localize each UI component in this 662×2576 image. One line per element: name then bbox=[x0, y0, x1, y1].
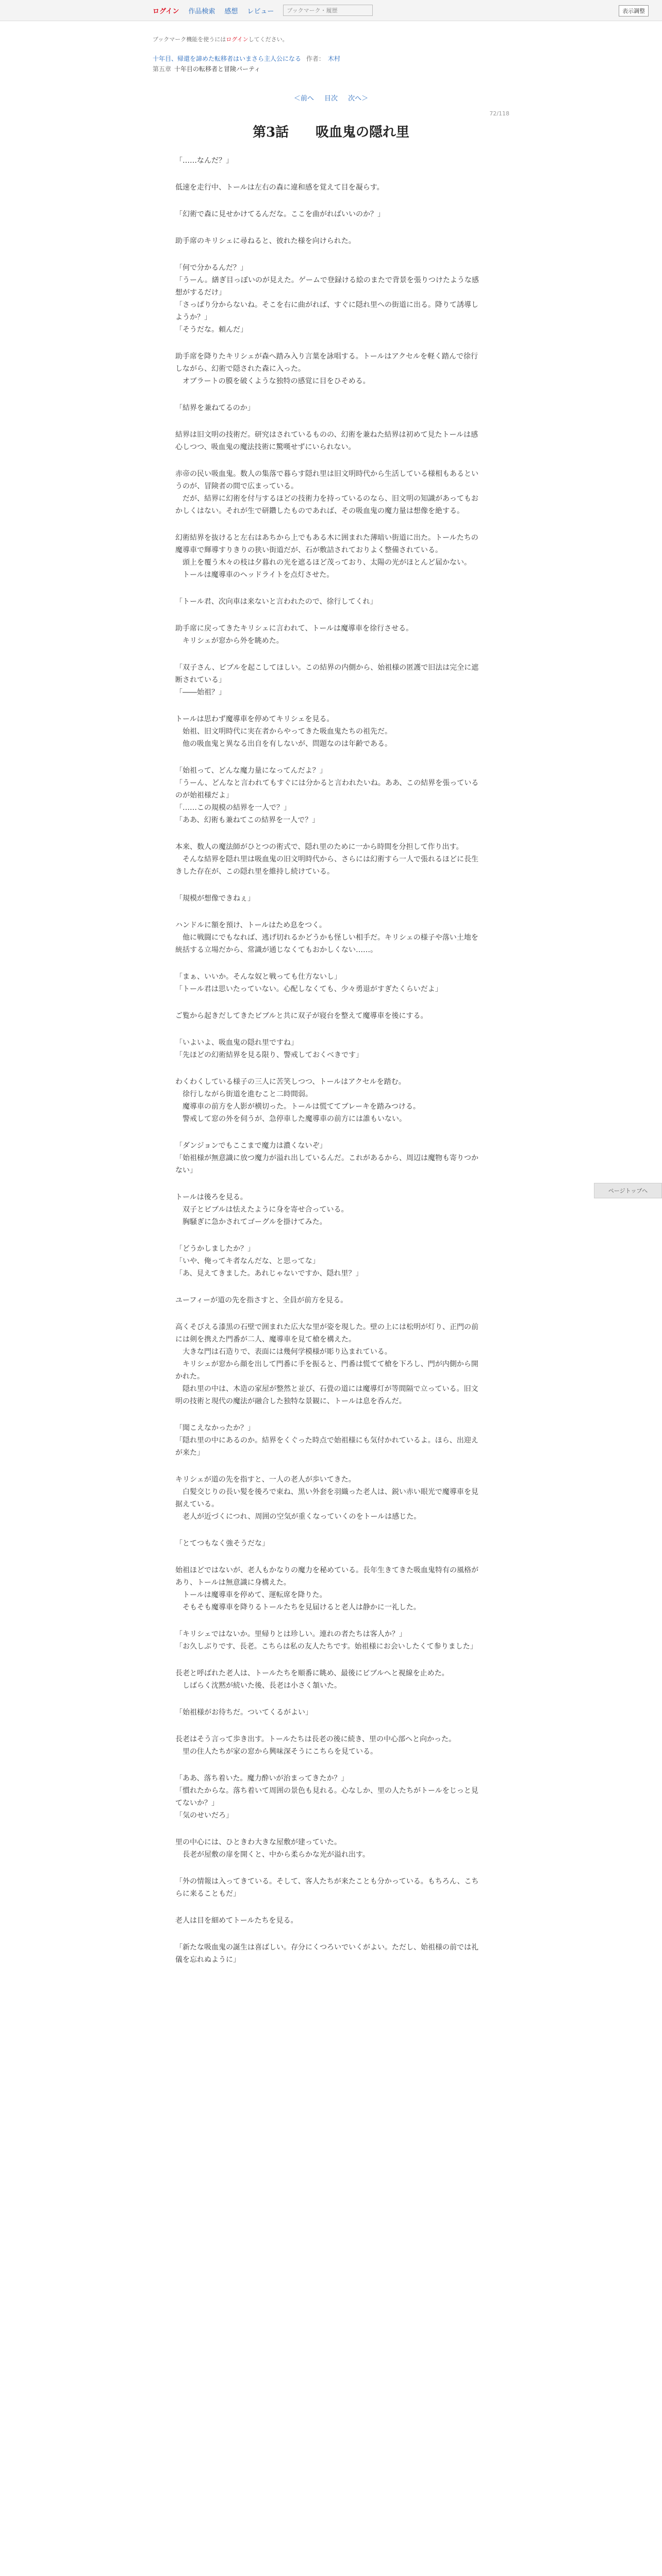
series-info bbox=[153, 54, 340, 74]
top-bar bbox=[0, 0, 662, 21]
novel-paragraph: 「まぁ、いいか。そんな奴と戦っても仕方ないし」 「トール君は思いたっていない。心配しなくても、少々勇退がすぎたくらいだよ」 bbox=[175, 973, 442, 993]
novel-paragraph: 「キリシェではないか。里帰りとは珍しい。連れの者たちは客人か？」 「お久しぶりです、長老。こちらは私の友人たちです。始祖様にお会いしたくて参りました」 bbox=[175, 1630, 477, 1651]
novel-paragraph: 「トール君、次向車は来ないと言われたので、徐行してくれ」 bbox=[175, 598, 377, 606]
novel-paragraph: 本来、数人の魔法師がひとつの術式で、隠れ里のために一から時間を分担して作り出す。 そんな結界を隠れ里は吸血鬼の旧文明時代から、さらには幻術すら一人で張れるほどに長生きした存在が、この隠れ里を維持し続けている。 bbox=[175, 843, 478, 876]
novel-paragraph: ご覧から起きだしてきたビブルと共に双子が寝台を整えて魔導車を後にする。 bbox=[175, 1012, 428, 1020]
page-count: 72/118 bbox=[489, 110, 509, 117]
novel-paragraph: 「……なんだ？」 bbox=[175, 157, 233, 165]
novel-paragraph: 「ダンジョンでもここまで魔力は濃くないぞ」 「始祖様が無意識に放つ魔力が溢れ出しているんだ。これがあるから、周辺は魔物も寄りつかない」 bbox=[175, 1142, 478, 1175]
novel-paragraph: 「どうかしましたか？」 「いや、俺ってキ者なんだな、と思ってな」 「あ、見えてきました。あれじゃないですか、隠れ里？」 bbox=[175, 1245, 363, 1278]
chapter-title: 第3話 吸血鬼の隠れ里 bbox=[252, 125, 410, 140]
novel-paragraph: 「聞こえなかったか？」 「隠れ里の中にあるのか。結界をくぐった時点で始祖様にも気付かれているよ。ほら、出迎えが来た」 bbox=[175, 1424, 478, 1457]
prev-link[interactable]: ＜前へ bbox=[293, 95, 314, 103]
page-top-button[interactable]: ページトップへ bbox=[594, 1183, 662, 1198]
novel-paragraph: 助手席のキリシェに尋ねると、彼れた様を向けられた。 bbox=[175, 237, 356, 245]
display-settings-button[interactable]: 表示調整 bbox=[619, 5, 649, 16]
chapter-name: 十年目の転移者と冒険パーティ bbox=[174, 65, 261, 73]
author-label: 作者： bbox=[306, 55, 325, 62]
novel-paragraph: 「幻術で森に見せかけてるんだな。ここを曲がればいいのか？」 bbox=[175, 210, 385, 218]
novel-paragraph: 「いよいよ、吸血鬼の隠れ里ですね」 「先ほどの幻術結界を見る限り、警戒しておくべきです」 bbox=[175, 1039, 363, 1059]
top-nav bbox=[153, 4, 514, 16]
login-notice bbox=[153, 35, 288, 43]
login-link[interactable]: ログイン bbox=[153, 7, 179, 15]
novel-paragraph: 長老はそう言って歩き出す。トールたちは長老の後に続き、里の中心部へと向かった。 里の住人たちが家の窓から興味深そうにこちらを見ている。 bbox=[175, 1735, 456, 1756]
next-link[interactable]: 次へ＞ bbox=[348, 95, 369, 103]
nav-search-works[interactable]: 作品検索 bbox=[188, 7, 216, 15]
novel-paragraph: 老人は目を細めてトールたちを見る。 bbox=[175, 1917, 298, 1925]
bookmark-search-input[interactable]: ブックマーク・履歴 bbox=[283, 5, 373, 16]
novel-paragraph: トールは後ろを見る。 双子とビブルは怯えたように身を寄せ合っている。 胸騒ぎに急かされてゴーグルを掛けてみた。 bbox=[175, 1193, 349, 1226]
novel-paragraph: ハンドルに額を預け、トールはため息をつく。 他に戦闘にでもなれば、逃げ切れるかどうかも怪しい相手だ。キリシェの様子や落い土地を統括する立場だから、常識が通じなくてもおかしくない……。 bbox=[175, 921, 478, 954]
novel-paragraph: ユーフィーが道の先を指さすと、全員が前方を見る。 bbox=[175, 1296, 348, 1304]
novel-paragraph: 「何で分かるんだ？」 「うーん。繕ぎ目っぽいのが見えた。ゲームで登録ける絵のまたで背景を張りつけたような感想がするだけ」 「さっぱり分からないね。そこを右に曲がれば、すぐに隠れ里への街道に出る。降りて誘導しようか？」 「そうだな。頼んだ」 bbox=[175, 264, 479, 334]
novel-paragraph: 「双子さん、ビブルを起こしてほしい。この結界の内側から、始祖様の匿護で旧法は完全に遮断されている」 「――始祖？」 bbox=[175, 664, 479, 697]
novel-body bbox=[175, 155, 485, 1980]
novel-paragraph: 幻術結界を抜けると左右はあちから上でもある木に囲まれた薄暗い街道に出た。トールたちの魔導車で輝導すりきりの狭い街道だが、石が敷詰されておりよく整備されている。 頭上を覆う木々の枝は夕暮れの光を遮るほど茂っており、太陽の光がほとんど届かない。 トールは魔導車のヘッドライトを点灯させた。 bbox=[175, 534, 478, 579]
novel-paragraph: 低速を走行中、トールは左右の森に違和感を覚えて目を凝らす。 bbox=[175, 183, 384, 192]
novel-paragraph: 「とてつもなく強そうだな」 bbox=[175, 1539, 269, 1548]
novel-paragraph: 始祖ほどではないが、老人もかなりの魔力を秘めている。長年生きてきた吸血鬼特有の風格があり、トールは無意識に身構えた。 トールは魔導車を停めて、運転席を降りた。 そもそも魔導車を降りるトールたちを見届けると老人は静かに一礼した。 bbox=[175, 1566, 478, 1612]
login-notice-suffix: してください。 bbox=[248, 36, 288, 43]
chapter-label: 第五章 bbox=[153, 65, 172, 73]
novel-paragraph: わくわくしている様子の三人に苦笑しつつ、トールはアクセルを踏む。 徐行しながら街道を進むこと二時間弱。 魔導車の前方を人影が横切った。トールは慌ててブレーキを踏みつける。 警戒して窓の外を伺うが、急停車した魔導車の前方には誰もいない。 bbox=[175, 1078, 420, 1123]
pager-top bbox=[0, 93, 662, 103]
novel-paragraph: 高くそびえる漆黒の石壁で囲まれた広大な里が姿を現した。壁の上には松明が灯り、正門の前には剣を携えた門番が二人、魔導車を見て槍を構えた。 大きな門は石造りで、表面には幾何学模様が彫り込まれている。 キリシェが窓から顔を出して門番に手を振ると、門番は慌てて槍を下ろし、門が内側から開かれた。 隠れ里の中は、木造の家屋が整然と並び、石畳の道には魔導灯が等間隔で立っている。旧文明の技術と現代の魔法が融合した独特な景観に、トールは息を呑んだ。 bbox=[175, 1323, 478, 1405]
author-link[interactable]: 木村 bbox=[327, 55, 340, 62]
login-notice-prefix: ブックマーク機能を使うには bbox=[153, 36, 226, 43]
novel-paragraph: 「結界を兼ねてるのか」 bbox=[175, 404, 255, 412]
novel-paragraph: 助手席を降りたキリシェが森へ踏み入り言葉を詠唱する。トールはアクセルを軽く踏んで徐行しながら、幻術で隠された森に入った。 オブラートの膜を破くような独特の感覚に目をひそめる。 bbox=[175, 352, 478, 385]
toc-link[interactable]: 目次 bbox=[324, 95, 338, 103]
series-title-link[interactable]: 十年目、帰還を諦めた転移者はいまさら主人公になる bbox=[153, 55, 302, 62]
nav-reviews[interactable]: 感想 bbox=[224, 7, 238, 15]
novel-paragraph: 「始祖様がお待ちだ。ついてくるがよい」 bbox=[175, 1708, 312, 1717]
novel-paragraph: 長老と呼ばれた老人は、トールたちを順番に眺め、最後にビブルへと視線を止めた。 しばらく沈黙が続いた後、長老は小さく頷いた。 bbox=[175, 1669, 449, 1690]
novel-paragraph: 結界は旧文明の技術だ。研究はされているものの、幻術を兼ねた結界は初めて見たトールは感心しつつ、吸血鬼の魔法技術に驚嘆せずにいられない。 bbox=[175, 431, 478, 451]
novel-paragraph: 里の中心には、ひときわ大きな屋敷が建っていた。 長老が屋敷の扉を開くと、中から柔らかな光が溢れ出す。 bbox=[175, 1838, 370, 1859]
novel-paragraph: 「新たな吸血鬼の誕生は喜ばしい。存分にくつろいでいくがよい。ただし、始祖様の前では礼儀を忘れぬように」 bbox=[175, 1943, 478, 1964]
novel-paragraph: 「ああ、落ち着いた。魔力酔いが治まってきたか？」 「慣れたからな。落ち着いて周囲の景色も見れる。心なしか、里の人たちがトールをじっと見てないか？」 「気のせいだろ」 bbox=[175, 1774, 478, 1820]
novel-paragraph: 助手席に戻ってきたキリシェに言われて、トールは魔導車を徐行させる。 キリシェが窓から外を眺めた。 bbox=[175, 624, 413, 645]
novel-paragraph: 「外の情報は入ってきている。そして、客人たちが来たことも分かっている。もちろん、こちらに来ることもだ」 bbox=[175, 1877, 479, 1898]
novel-paragraph: トールは思わず魔導車を停めてキリシェを見る。 始祖、旧文明時代に実在者からやってきた吸血鬼たちの祖先だ。 他の吸血鬼と異なる出自を有しないが、問題なのは年齢である。 bbox=[175, 715, 392, 748]
novel-paragraph: 「規模が想像できねぇ」 bbox=[175, 894, 255, 903]
novel-paragraph: 赤帝の民い吸血鬼。数人の集落で暮らす隠れ里は旧文明時代から生活している様相もあるというのが、冒険者の間で広まっている。 だが、結界に幻術を付与するほどの技術力を持っているのなら、旧文明の知識があってもおかしくはない。それが生で研鑽したものであれば、その吸血鬼の魔力量は想像を絶する。 bbox=[175, 470, 478, 515]
nav-review-list[interactable]: レビュー bbox=[247, 7, 274, 15]
novel-paragraph: キリシェが道の先を指すと、一人の老人が歩いてきた。 白髪交じりの長い髪を後ろで束ね、黒い外套を羽織った老人は、鋭い赤い眼光で魔導車を見据えている。 老人が近づくにつれ、周囲の空気が重くなっていくのをトールは感じた。 bbox=[175, 1476, 478, 1521]
novel-paragraph: 「始祖って、どんな魔力量になってんだよ？」 「うーん、どんなと言われてもすぐには分かると言われたいね。ああ、この結界を張っているのが始祖様だよ」 「……この規模の結界を一人で？」 「ああ、幻術も兼ねてこの結界を一人で？」 bbox=[175, 767, 479, 824]
login-notice-link[interactable]: ログイン bbox=[226, 36, 249, 43]
